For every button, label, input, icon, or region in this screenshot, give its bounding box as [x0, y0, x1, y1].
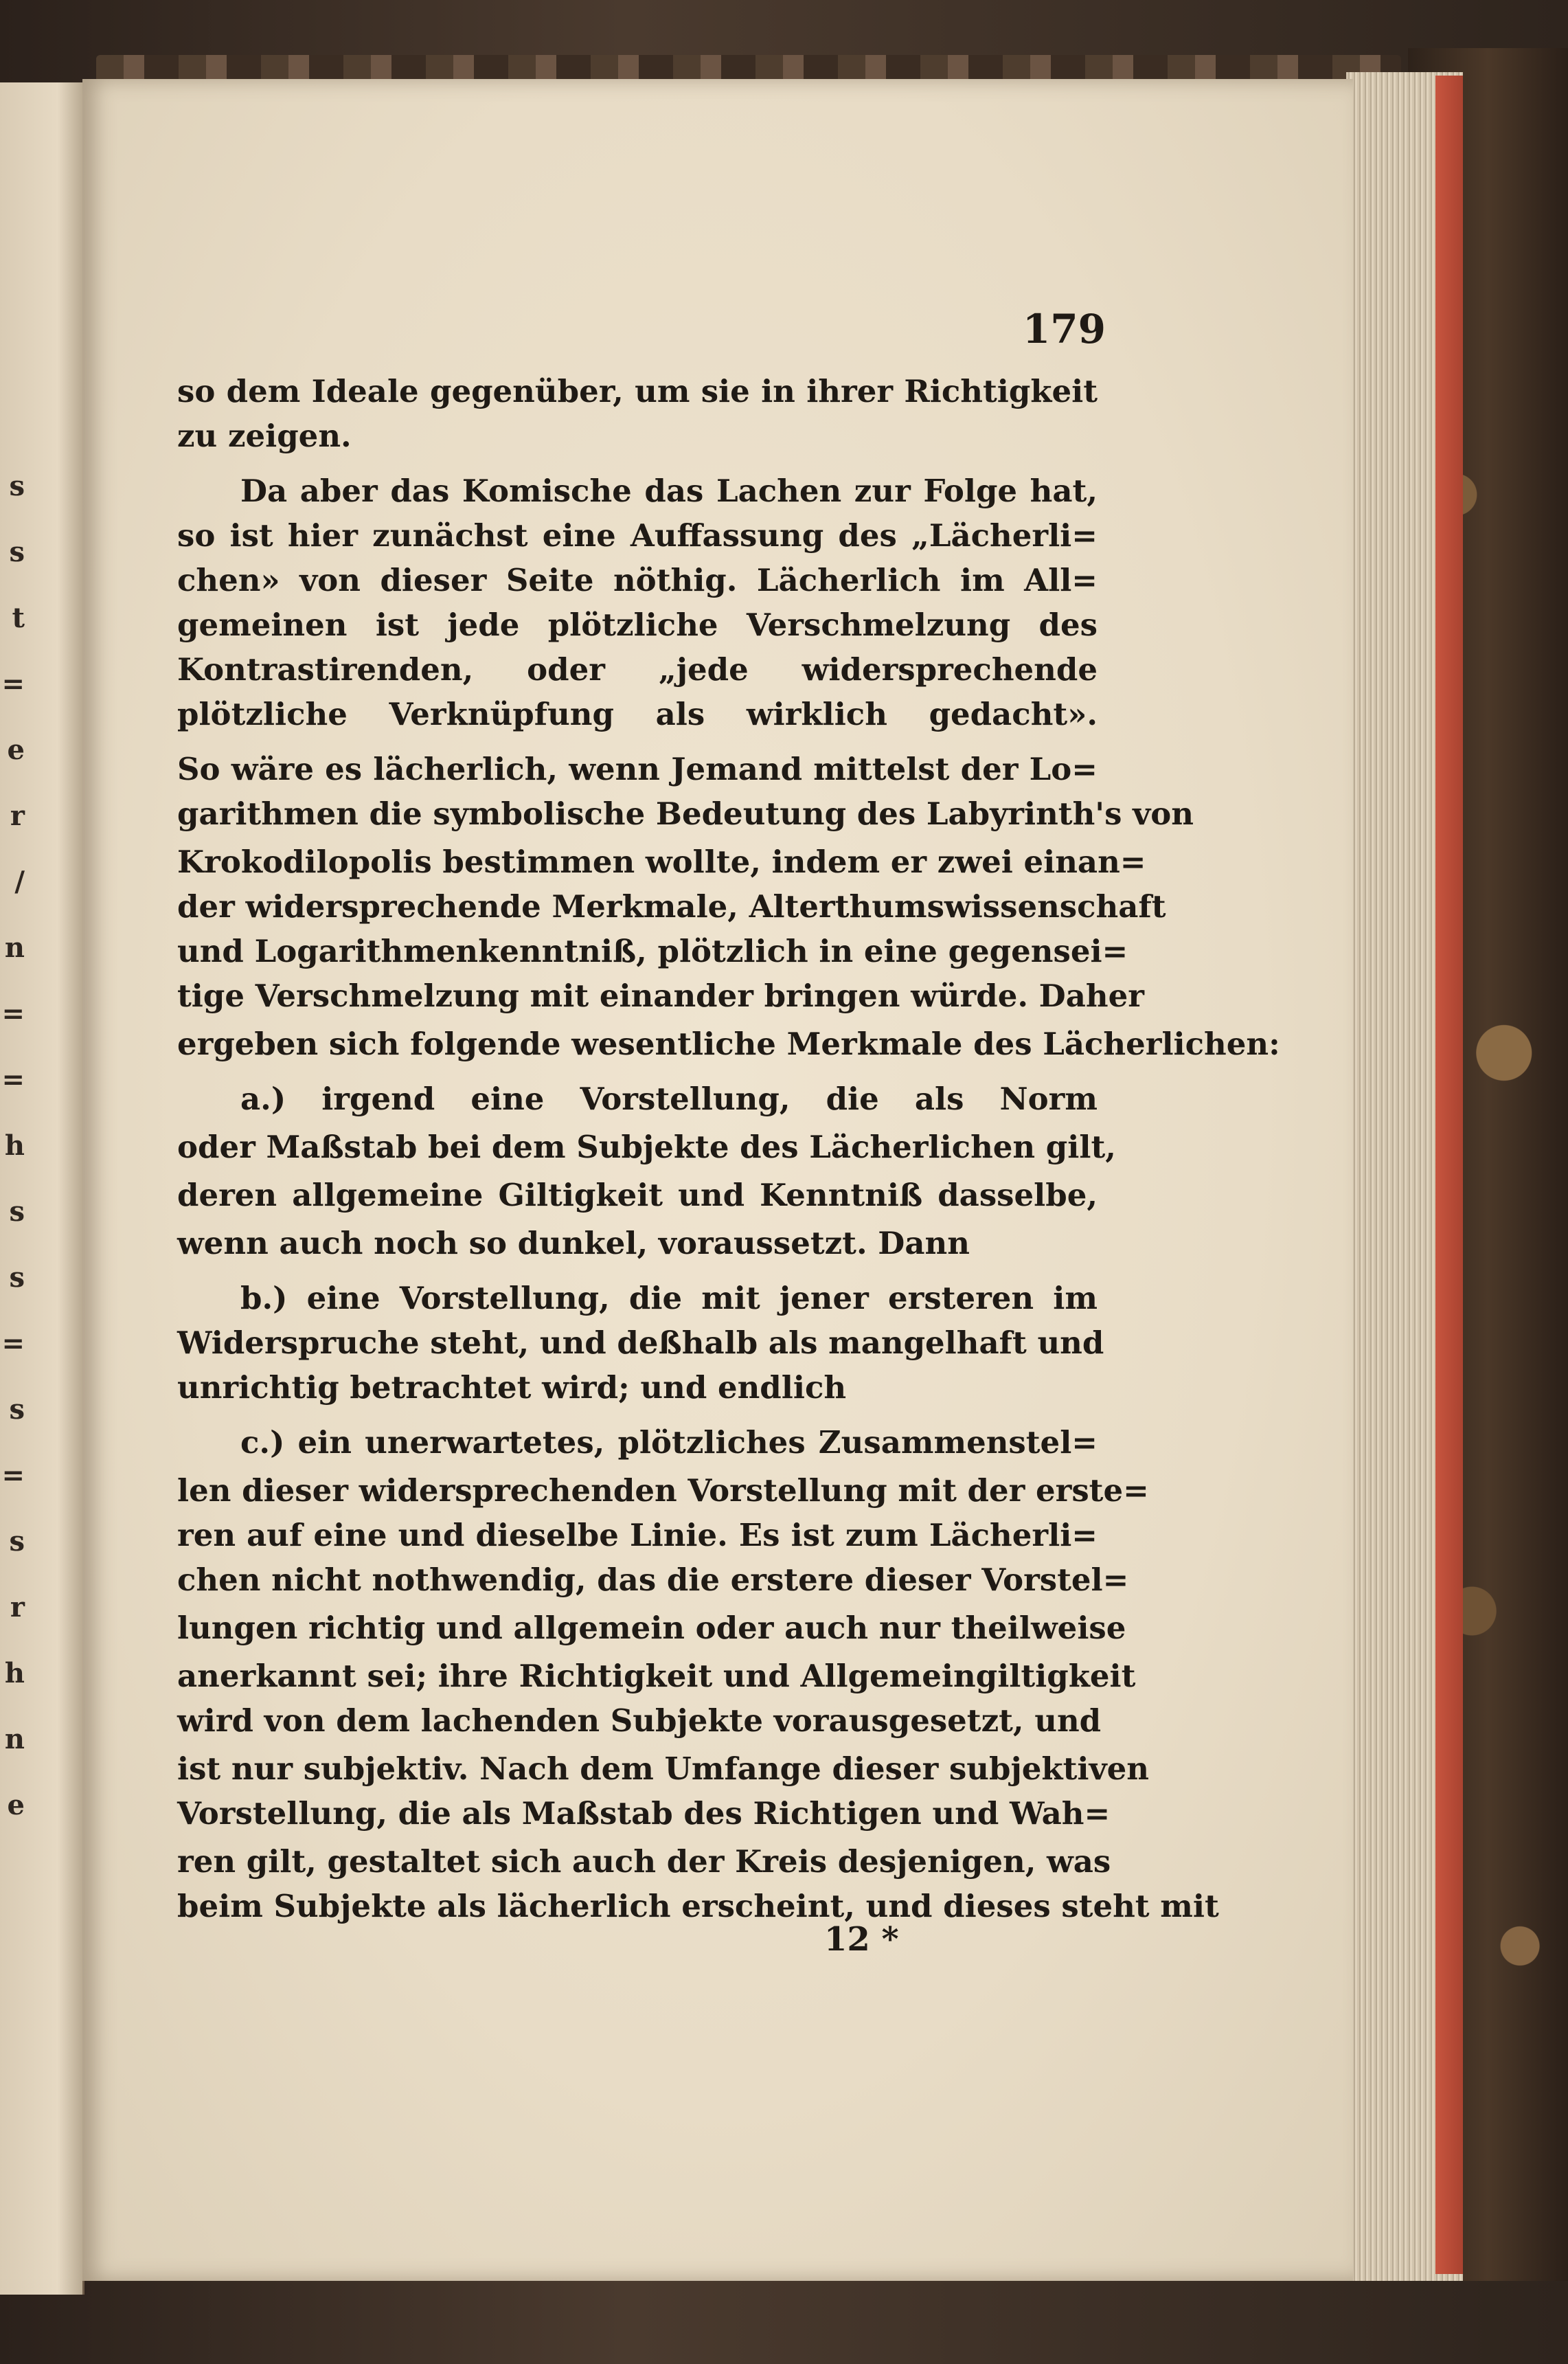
facing-page-letter: /	[14, 866, 25, 898]
facing-page-strip	[0, 82, 84, 2295]
text-line: So wäre es lächerlich, wenn Jemand mittelst der Lo=	[177, 751, 1098, 787]
text-line: a.) irgend eine Vorstellung, die als Norm	[240, 1081, 1098, 1117]
text-line: ren auf eine und dieselbe Linie. Es ist zum Lächerli=	[177, 1517, 1098, 1553]
text-line: len dieser widersprechenden Vorstellung mit der erste=	[177, 1472, 1149, 1509]
facing-page-letter: =	[1, 668, 25, 700]
text-line: chen nicht nothwendig, das die erstere dieser Vorstel=	[177, 1562, 1129, 1598]
text-line: so ist hier zunächst eine Auffassung des „Lächerli=	[177, 517, 1098, 554]
text-line: deren allgemeine Giltigkeit und Kenntniß dasselbe,	[177, 1177, 1098, 1213]
text-line: tige Verschmelzung mit einander bringen würde. Daher	[177, 978, 1144, 1014]
text-line: Kontrastirenden, oder „jede widersprechende	[177, 651, 1098, 688]
facing-page-letter: h	[4, 1657, 25, 1689]
text-line: garithmen die symbolische Bedeutung des Labyrinth's von	[177, 796, 1194, 832]
facing-page-letter: r	[10, 800, 25, 832]
text-line: Widerspruche steht, und deßhalb als mangelhaft und	[177, 1325, 1104, 1361]
text-line: unrichtig betrachtet wird; und endlich	[177, 1369, 847, 1406]
facing-page-letter: s	[9, 536, 25, 568]
facing-page-letter: s	[9, 470, 25, 502]
facing-page-letters	[0, 453, 25, 2034]
facing-page-letter: n	[4, 932, 25, 964]
text-line: und Logarithmenkenntniß, plötzlich in eine gegensei=	[177, 933, 1128, 969]
page-number: 179	[1022, 306, 1106, 352]
text-line: Krokodilopolis bestimmen wollte, indem er zwei einan=	[177, 844, 1146, 880]
text-line: Da aber das Komische das Lachen zur Folge hat,	[240, 473, 1098, 509]
text-line: ist nur subjektiv. Nach dem Umfange dieser subjektiven	[177, 1751, 1149, 1787]
text-line: beim Subjekte als lächerlich erscheint, und dieses steht mit	[177, 1888, 1219, 1924]
text-line: lungen richtig und allgemein oder auch nur theilweise	[177, 1610, 1126, 1646]
red-fore-edge	[1435, 76, 1463, 2274]
text-line: zu zeigen.	[177, 418, 352, 454]
text-line: plötzliche Verknüpfung als wirklich gedacht».	[177, 696, 1098, 732]
facing-page-letter: s	[9, 1261, 25, 1294]
printer-signature-mark: 12 *	[824, 1920, 899, 1959]
text-line: b.) eine Vorstellung, die mit jener ersteren im	[240, 1280, 1098, 1316]
facing-page-letter: s	[9, 1195, 25, 1228]
text-line: ergeben sich folgende wesentliche Merkmale des Lächerlichen:	[177, 1026, 1280, 1062]
facing-page-letter: h	[4, 1129, 25, 1162]
text-line: Vorstellung, die als Maßstab des Richtigen und Wah=	[177, 1795, 1111, 1832]
facing-page-letter: =	[1, 1063, 25, 1096]
text-line: c.) ein unerwartetes, plötzliches Zusammenstel=	[240, 1424, 1098, 1461]
text-line: wenn auch noch so dunkel, voraussetzt. Dann	[177, 1225, 970, 1261]
text-line: so dem Ideale gegenüber, um sie in ihrer Richtigkeit	[177, 373, 1098, 409]
text-line: gemeinen ist jede plötzliche Verschmelzung des	[177, 607, 1098, 643]
text-line: anerkannt sei; ihre Richtigkeit und Allgemeingiltigkeit	[177, 1658, 1136, 1694]
facing-page-letter: =	[1, 1327, 25, 1360]
facing-page-letter: s	[9, 1525, 25, 1557]
text-line: der widersprechende Merkmale, Alterthumswissenschaft	[177, 888, 1166, 925]
text-line: chen» von dieser Seite nöthig. Lächerlich im All=	[177, 562, 1098, 598]
text-line: ren gilt, gestaltet sich auch der Kreis desjenigen, was	[177, 1843, 1111, 1880]
facing-page-letter: s	[9, 1393, 25, 1426]
text-line: oder Maßstab bei dem Subjekte des Lächerlichen gilt,	[177, 1129, 1116, 1165]
facing-page-letter: =	[1, 1459, 25, 1491]
facing-page-letter: n	[4, 1723, 25, 1755]
facing-page-letter: e	[7, 1789, 25, 1821]
text-line: wird von dem lachenden Subjekte vorausgesetzt, und	[177, 1702, 1102, 1739]
facing-page-letter: e	[7, 734, 25, 766]
facing-page-letter: r	[10, 1591, 25, 1623]
facing-page-letter: t	[12, 602, 25, 634]
facing-page-letter: =	[1, 998, 25, 1030]
